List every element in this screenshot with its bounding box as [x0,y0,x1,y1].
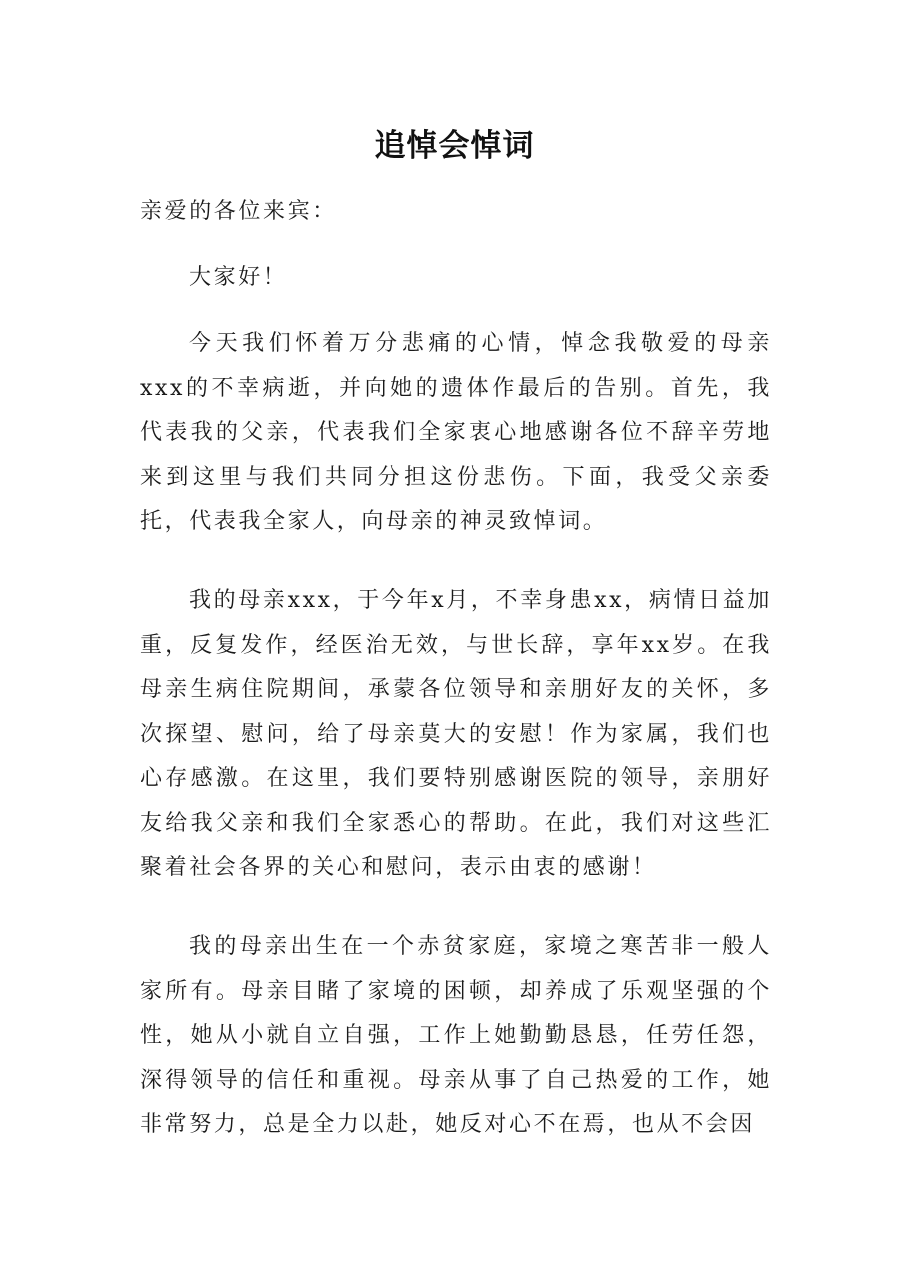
document-title: 追悼会悼词 [374,128,535,164]
paragraph-3: 我的母亲出生在一个赤贫家庭，家境之寒苦非一般人家所有。母亲目睹了家境的困顿，却养成了乐观坚强的个性，她从小就自立自强，工作上她勤勤恳恳，任劳任怨，深得领导的信任和重视。母亲从事了自己热爱的工作，她非常努力，总是全力以赴，她反对心不在焉，也从不会因 [140,934,772,1137]
salutation: 亲爱的各位来宾： [140,199,337,224]
paragraph-1: 今天我们怀着万分悲痛的心情，悼念我敬爱的母亲xxx的不幸病逝，并向她的遗体作最后的告别。首先，我代表我的父亲，代表我们全家衷心地感谢各位不辞辛劳地来到这里与我们共同分担这份悲伤。下面，我受父亲委托，代表我全家人，向母亲的神灵致悼词。 [140,331,772,534]
paragraph-2: 我的母亲xxx，于今年x月，不幸身患xx，病情日益加重，反复发作，经医治无效，与世长辞，享年xx岁。在我母亲生病住院期间，承蒙各位领导和亲朋好友的关怀，多次探望、慰问，给了母亲莫大的安慰！作为家属，我们也心存感激。在这里，我们要特别感谢医院的领导，亲朋好友给我父亲和我们全家悉心的帮助。在此，我们对这些汇聚着社会各界的关心和慰问，表示由衷的感谢！ [140,588,772,880]
greeting: 大家好！ [189,265,288,290]
